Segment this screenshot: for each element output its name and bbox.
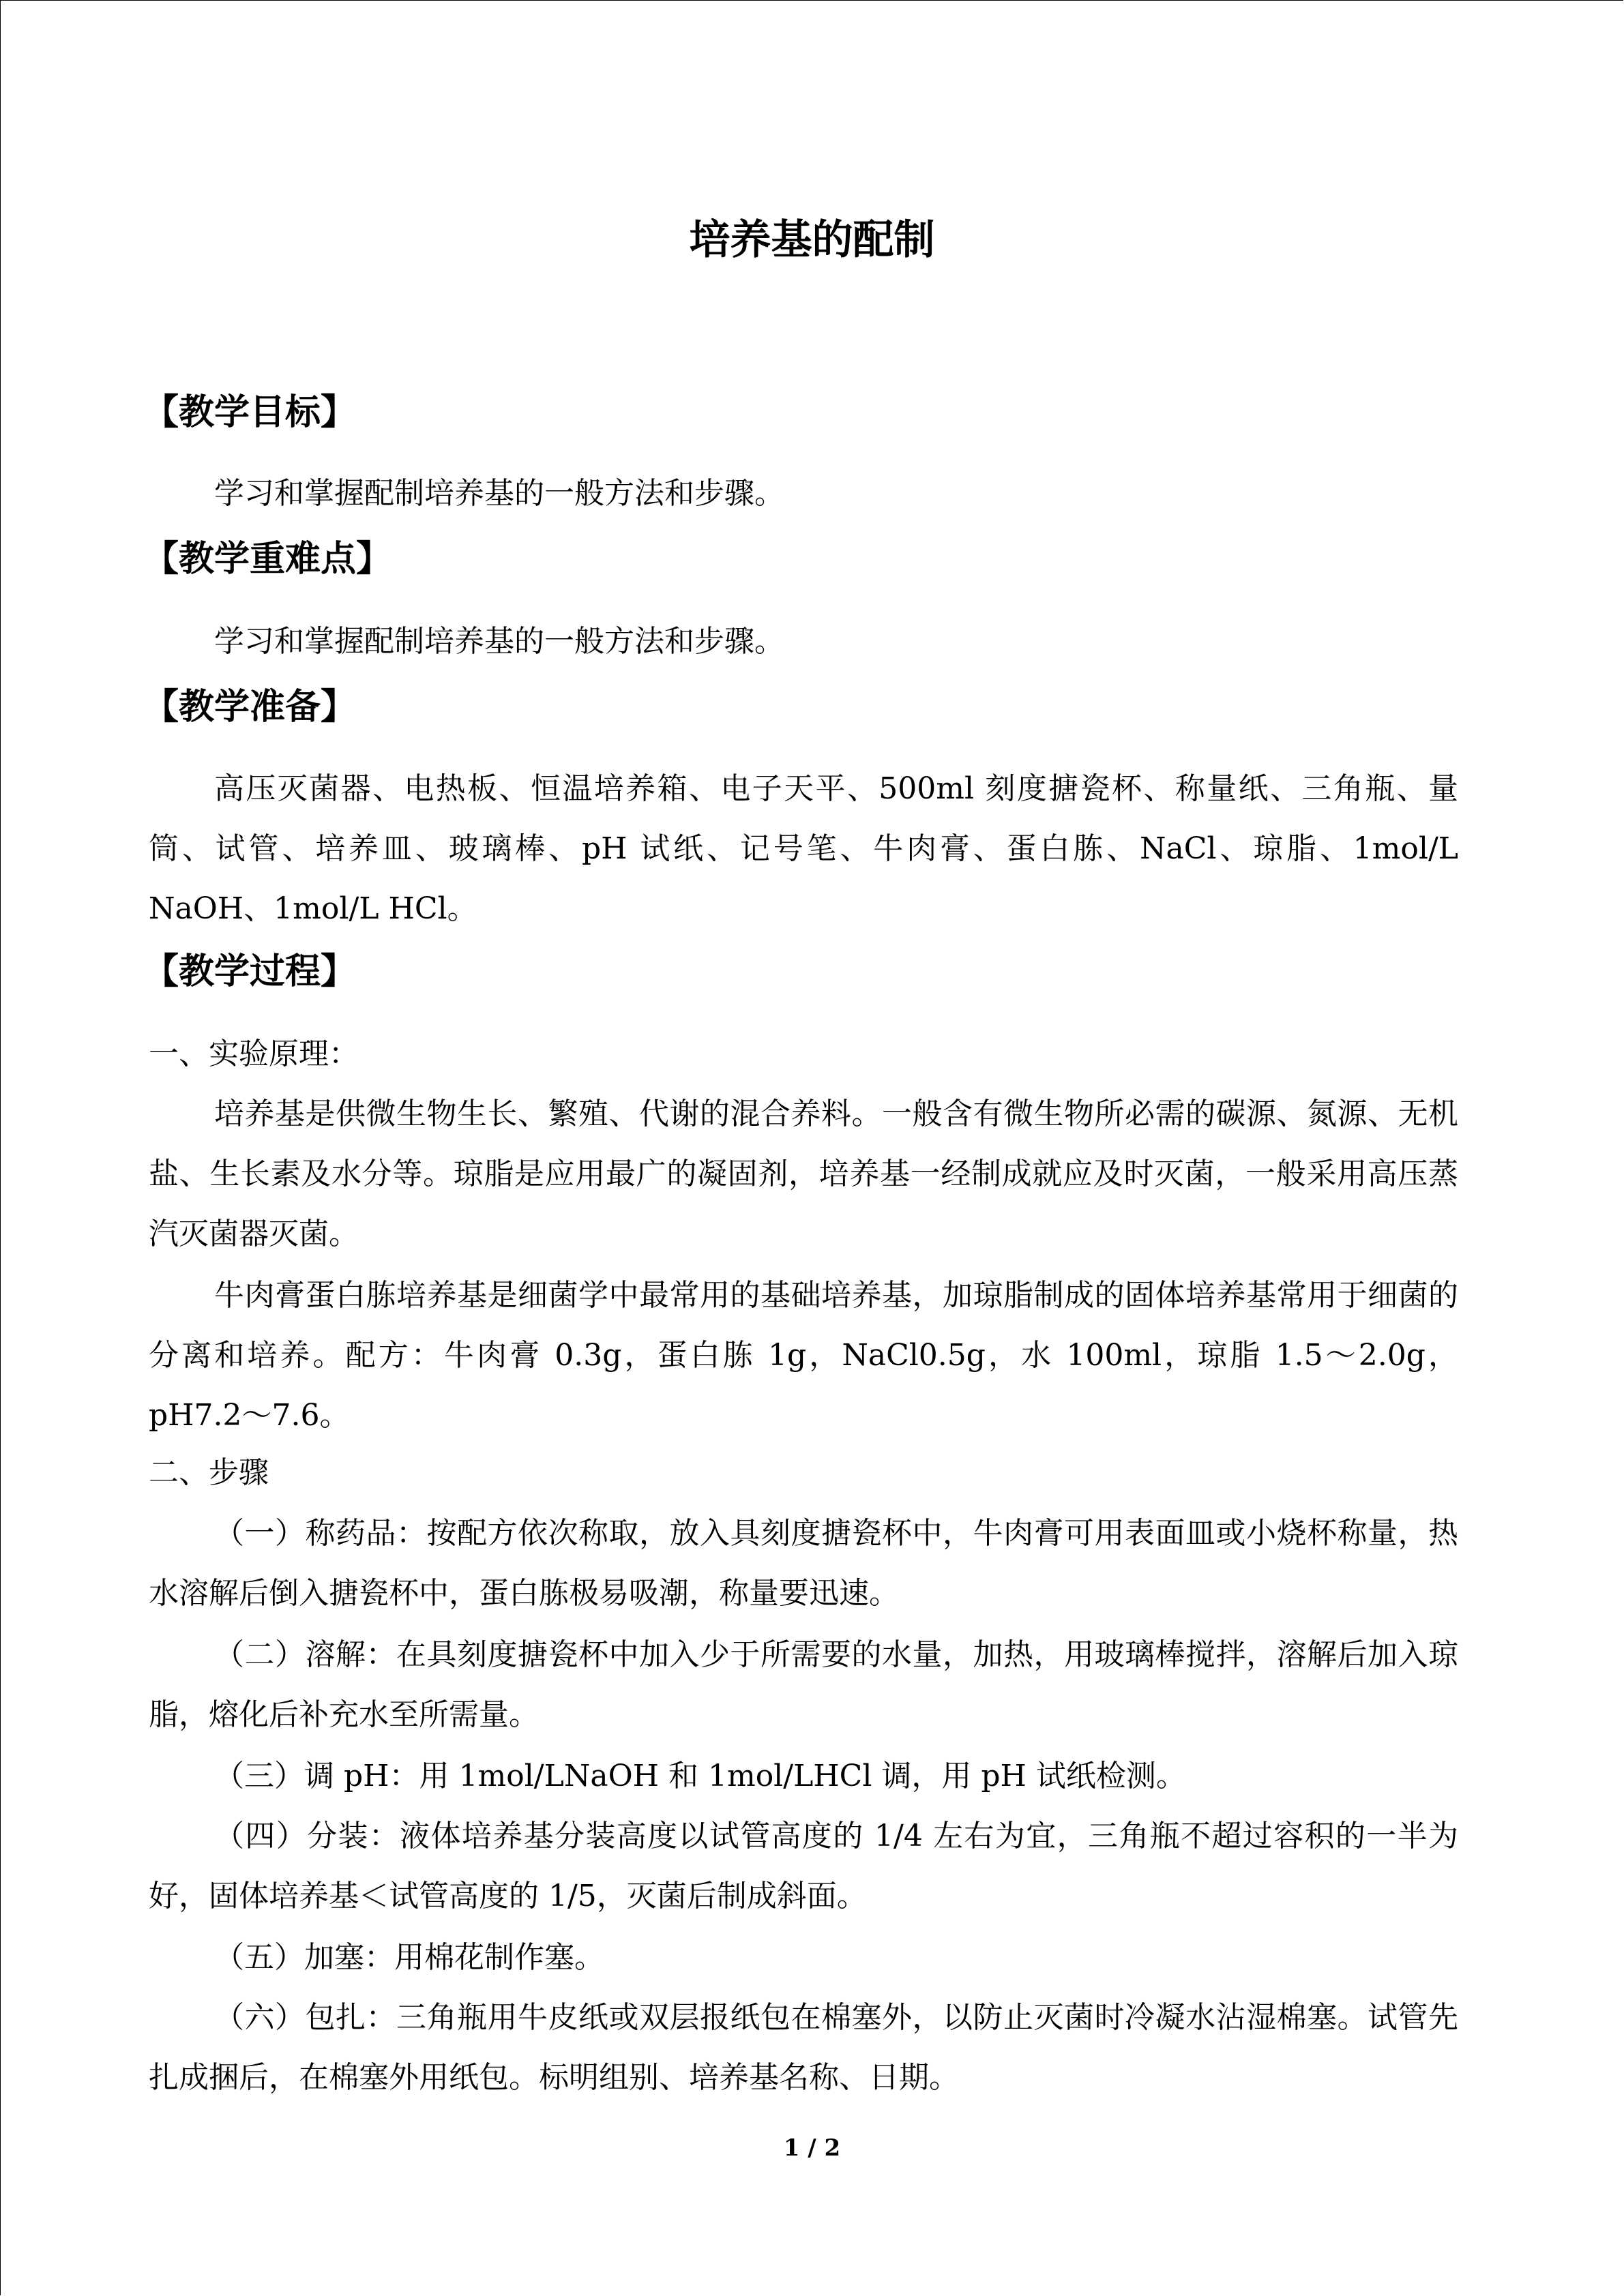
heading-objectives: 【教学目标】: [143, 392, 357, 433]
step-3: （三）调 pH：用 1mol/LNaOH 和 1mol/LHCl 调，用 pH 试纸检测。: [214, 1759, 1186, 1793]
preparation-text: 高压灭菌器、电热板、恒温培养箱、电子天平、500ml 刻度搪瓷杯、称量纸、三角瓶、量筒、试管、培养皿、玻璃棒、pH 试纸、记号笔、牛肉膏、蛋白胨、NaCl、琼脂、1mol/L NaOH、1mol/L HCl。: [149, 771, 1458, 926]
heading-key-points: 【教学重难点】: [143, 539, 392, 580]
principle-label: 一、实验原理：: [149, 1037, 359, 1071]
page-number: 1 / 2: [783, 2134, 841, 2162]
document-title: 培养基的配制: [689, 216, 935, 264]
principle-paragraph-2: 牛肉膏蛋白胨培养基是细菌学中最常用的基础培养基，加琼脂制成的固体培养基常用于细菌的分离和培养。配方：牛肉膏 0.3g，蛋白胨 1g，NaCl0.5g，水 100ml，琼脂 1.5～2.0g，pH7.2～7.6。: [149, 1278, 1458, 1433]
step-4: （四）分装：液体培养基分装高度以试管高度的 1/4 左右为宜，三角瓶不超过容积的一半为好，固体培养基＜试管高度的 1/5，灭菌后制成斜面。: [149, 1819, 1458, 1913]
key-points-text: 学习和掌握配制培养基的一般方法和步骤。: [214, 624, 784, 659]
step-6: （六）包扎：三角瓶用牛皮纸或双层报纸包在棉塞外，以防止灭菌时冷凝水沾湿棉塞。试管先扎成捆后，在棉塞外用纸包。标明组别、培养基名称、日期。: [149, 2000, 1458, 2095]
step-5: （五）加塞：用棉花制作塞。: [214, 1940, 604, 1975]
heading-process: 【教学过程】: [143, 951, 357, 992]
steps-label: 二、步骤: [149, 1455, 269, 1490]
step-1: （一）称药品：按配方依次称取，放入具刻度搪瓷杯中，牛肉膏可用表面皿或小烧杯称量，热水溶解后倒入搪瓷杯中，蛋白胨极易吸潮，称量要迅速。: [149, 1516, 1458, 1611]
step-2: （二）溶解：在具刻度搪瓷杯中加入少于所需要的水量，加热，用玻璃棒搅拌，溶解后加入琼脂，熔化后补充水至所需量。: [149, 1637, 1458, 1732]
objectives-text: 学习和掌握配制培养基的一般方法和步骤。: [214, 476, 784, 511]
principle-paragraph-1: 培养基是供微生物生长、繁殖、代谢的混合养料。一般含有微生物所必需的碳源、氮源、无机盐、生长素及水分等。琼脂是应用最广的凝固剂，培养基一经制成就应及时灭菌，一般采用高压蒸汽灭菌器灭菌。: [149, 1097, 1458, 1251]
heading-preparation: 【教学准备】: [143, 687, 357, 728]
